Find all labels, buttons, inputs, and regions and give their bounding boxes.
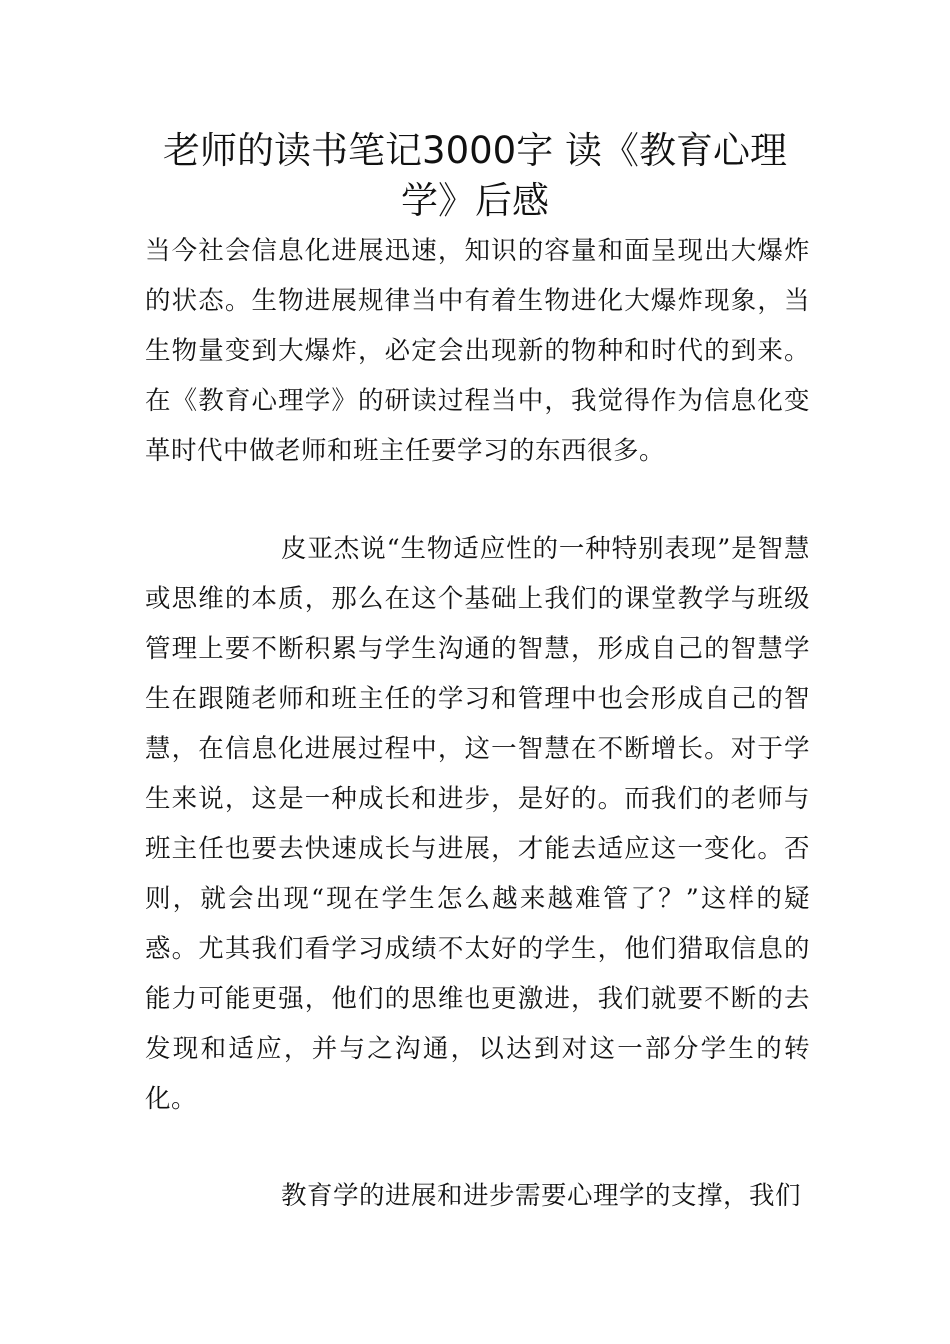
paragraph-psychology-support: 教育学的进展和进步需要心理学的支撑，我们	[281, 1181, 802, 1211]
document-title: 老师的读书笔记3000字 读《教育心理学》后感	[163, 129, 787, 222]
paragraph-intro: 当今社会信息化进展迅速，知识的容量和面呈现出大爆炸的状态。生物进展规律当中有着生物进化大爆炸现象，当生物量变到大爆炸，必定会出现新的物种和时代的到来。在《教育心理学》的研读过程当中，我觉得作为信息化变革时代中做老师和班主任要学习的东西很多。	[145, 236, 810, 466]
paragraph-piaget: 皮亚杰说“生物适应性的一种特别表现”是智慧或思维的本质，那么在这个基础上我们的课堂教学与班级管理上要不断积累与学生沟通的智慧，形成自己的智慧学生在跟随老师和班主任的学习和管理中也会形成自己的智慧，在信息化进展过程中，这一智慧在不断增长。对于学生来说，这是一种成长和进步，是好的。而我们的老师与班主任也要去快速成长与进展，才能去适应这一变化。否则，就会出现“现在学生怎么越来越难管了？”这样的疑惑。尤其我们看学习成绩不太好的学生，他们猎取信息的能力可能更强，他们的思维也更激进，我们就要不断的去发现和适应，并与之沟通，以达到对这一部分学生的转化。	[145, 534, 810, 1114]
